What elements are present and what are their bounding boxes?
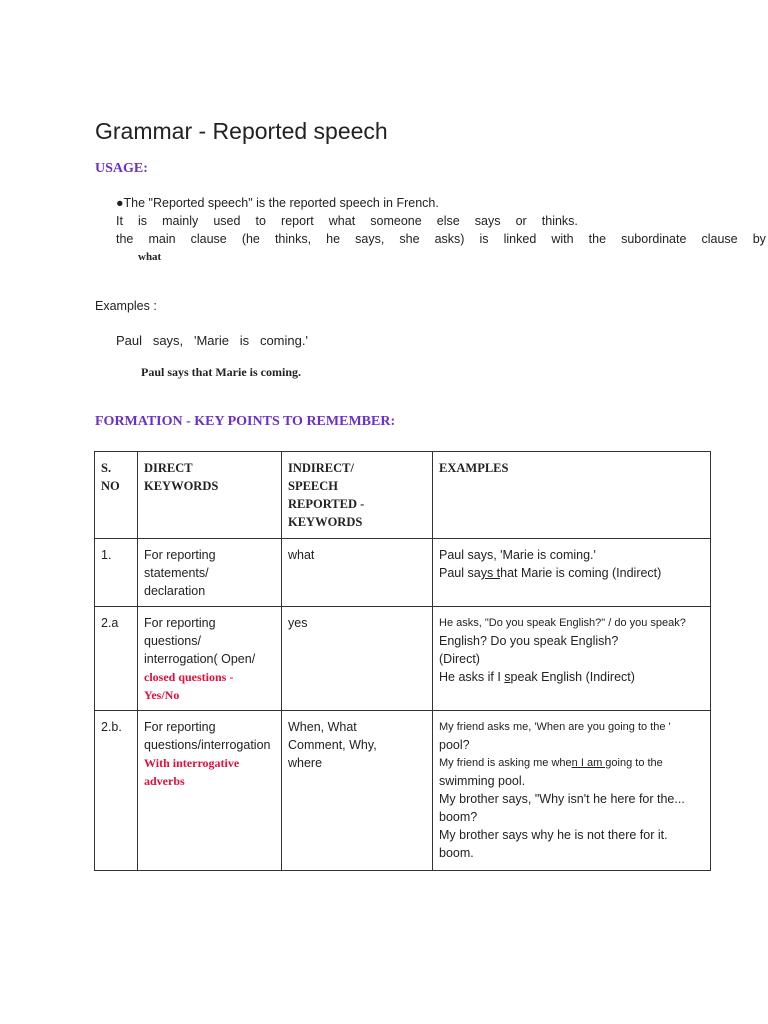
usage-heading: USAGE: xyxy=(95,161,148,176)
cell-line: My friend asks me, 'When are you going to the ' xyxy=(439,721,671,733)
word: what xyxy=(328,214,356,228)
word: used xyxy=(213,214,241,228)
examples-label: Examples : xyxy=(95,299,157,313)
row-examples xyxy=(433,607,711,711)
word: thinks. xyxy=(541,214,578,228)
cell-line: (Direct) xyxy=(439,652,480,666)
cell-line: My brother says, "Why isn't he here for the... xyxy=(439,792,685,806)
word: asks) xyxy=(434,232,465,246)
highlight-text: adverbs xyxy=(144,774,185,788)
cell-line xyxy=(439,564,704,582)
row-examples xyxy=(433,711,711,871)
header-direct xyxy=(138,452,282,539)
word: report xyxy=(281,214,314,228)
word: is xyxy=(239,333,250,348)
row-direct xyxy=(138,539,282,607)
text-run: oing to the xyxy=(611,757,663,769)
cell-line: questions/ xyxy=(144,634,201,648)
word: linked xyxy=(503,232,537,246)
word: says, xyxy=(355,232,385,246)
cell-line: Paul says, 'Marie is coming.' xyxy=(439,548,596,562)
cell-line: My brother says why he is not there for it. xyxy=(439,828,668,842)
cell-line: where xyxy=(288,756,323,770)
row-keywords xyxy=(282,711,433,871)
word: says xyxy=(474,214,501,228)
highlight-text: closed questions - xyxy=(144,670,234,684)
header-line: DIRECT xyxy=(144,461,193,475)
cell-line: English? Do you speak English? xyxy=(439,634,619,648)
example-direct xyxy=(116,333,308,348)
text-run: s xyxy=(504,670,511,684)
cell-line xyxy=(439,668,704,686)
word: (he xyxy=(241,232,260,246)
text-run: Paul sa xyxy=(439,566,481,580)
row-keywords: what xyxy=(282,539,433,607)
row-keywords: yes xyxy=(282,607,433,711)
word: the xyxy=(116,232,134,246)
text-run: peak English (Indirect) xyxy=(510,670,635,684)
header-indirect xyxy=(282,452,433,539)
header-line: EXAMPLES xyxy=(439,461,509,475)
word: someone xyxy=(370,214,422,228)
cell-line: pool? xyxy=(439,738,470,752)
cell-line: interrogation( Open/ xyxy=(144,652,256,666)
text-run: hat Marie is coming (Indirect) xyxy=(500,566,662,580)
cell-line: Comment, Why, xyxy=(288,738,377,752)
word: by xyxy=(752,232,766,246)
row-examples xyxy=(433,539,711,607)
cell-line: For reporting xyxy=(144,616,216,630)
cell-line: He asks, "Do you speak English?" / do you speak? xyxy=(439,617,686,629)
text-run: ys t xyxy=(480,566,501,580)
header-line: KEYWORDS xyxy=(288,515,363,529)
usage-line-3 xyxy=(116,232,766,246)
formation-heading: FORMATION - KEY POINTS TO REMEMBER: xyxy=(95,414,396,429)
table-row xyxy=(95,539,711,607)
cell-line: For reporting xyxy=(144,548,216,562)
page-title: Grammar - Reported speech xyxy=(95,118,388,144)
word: she xyxy=(399,232,420,246)
word: the xyxy=(588,232,607,246)
word: mainly xyxy=(162,214,199,228)
cell-line: declaration xyxy=(144,584,206,598)
header-line: KEYWORDS xyxy=(144,479,219,493)
header-line: NO xyxy=(101,479,120,493)
cell-line xyxy=(439,754,704,772)
word: thinks, xyxy=(274,232,312,246)
row-direct xyxy=(138,607,282,711)
cell-line: boom. xyxy=(439,846,474,860)
word: coming.' xyxy=(259,333,308,348)
word: or xyxy=(515,214,527,228)
cell-line: For reporting xyxy=(144,720,216,734)
row-sno: 2.a xyxy=(95,607,138,711)
word: is xyxy=(479,232,489,246)
word: else xyxy=(436,214,460,228)
highlight-text: With interrogative xyxy=(144,756,240,770)
word: to xyxy=(255,214,266,228)
usage-line-2 xyxy=(116,214,578,228)
cell-line: boom? xyxy=(439,810,478,824)
table-row xyxy=(95,607,711,711)
word: he xyxy=(326,232,341,246)
formation-table xyxy=(94,451,711,871)
text-run: n I am g xyxy=(571,757,612,769)
word: 'Marie xyxy=(193,333,229,348)
word: subordinate xyxy=(621,232,687,246)
usage-line-1: ●The "Reported speech" is the reported speech in French. xyxy=(116,196,439,210)
cell-line: swimming pool. xyxy=(439,774,526,788)
cell-line: questions/interrogation xyxy=(144,738,271,752)
word: It xyxy=(116,214,123,228)
cell-line: When, What xyxy=(288,720,357,734)
word: main xyxy=(148,232,176,246)
row-sno: 1. xyxy=(95,539,138,607)
header-line: REPORTED - xyxy=(288,497,365,511)
word: says, xyxy=(152,333,184,348)
header-examples xyxy=(433,452,711,539)
table-row xyxy=(95,711,711,871)
table-header-row xyxy=(95,452,711,539)
example-indirect: Paul says that Marie is coming. xyxy=(141,365,301,379)
word: clause xyxy=(190,232,227,246)
header-line: SPEECH xyxy=(288,479,339,493)
word: is xyxy=(138,214,148,228)
text-run: He asks if I xyxy=(439,670,505,684)
header-line: S. xyxy=(101,461,112,475)
highlight-text: Yes/No xyxy=(144,688,180,702)
header-line: INDIRECT/ xyxy=(288,461,354,475)
text-run: My friend is asking me whe xyxy=(439,757,572,769)
header-sno xyxy=(95,452,138,539)
row-sno: 2.b. xyxy=(95,711,138,871)
word: Paul xyxy=(116,333,143,348)
word: with xyxy=(551,232,574,246)
word: clause xyxy=(701,232,738,246)
usage-line-4: what xyxy=(138,251,162,263)
row-direct xyxy=(138,711,282,871)
cell-line: statements/ xyxy=(144,566,209,580)
